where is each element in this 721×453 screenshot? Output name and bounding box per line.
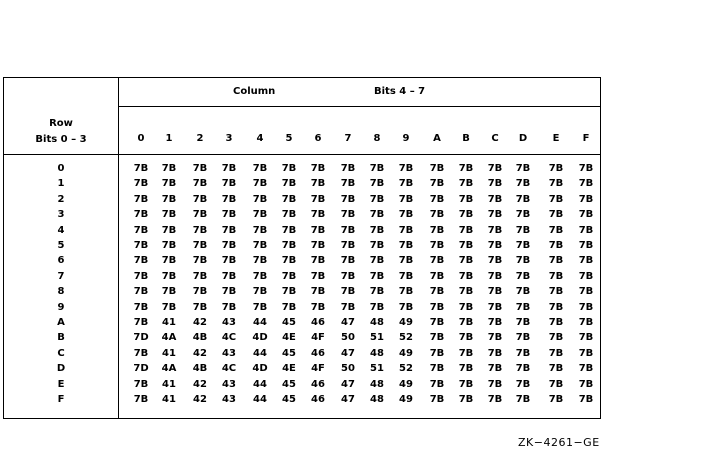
table-cell: 7B <box>578 193 594 205</box>
table-cell: 7B <box>548 209 564 221</box>
table-cell: 7B <box>340 163 356 174</box>
table-cell: 7B <box>192 193 208 205</box>
table-cell: 7B <box>252 209 268 221</box>
column-header: D <box>518 133 528 144</box>
column-header: 2 <box>196 133 204 144</box>
table-cell: 7D <box>133 332 149 344</box>
table-cell: 7B <box>398 163 414 174</box>
row-label-cell: 3 <box>57 209 65 221</box>
table-cell: 45 <box>282 347 296 359</box>
table-cell: 41 <box>162 317 176 328</box>
table-cell: 7B <box>515 378 531 390</box>
table-cell: 7B <box>515 286 531 298</box>
table-cell: 43 <box>222 394 236 405</box>
table-cell: 7B <box>221 209 237 221</box>
table-cell: 7B <box>578 394 594 405</box>
table-cell: 7D <box>133 363 149 375</box>
table-cell: 7B <box>133 270 149 282</box>
bits-column-label: Bits 4 – 7 <box>374 86 426 97</box>
table-cell: 7B <box>281 301 297 313</box>
bits-row-label: Bits 0 – 3 <box>35 134 87 145</box>
table-cell: 7B <box>281 270 297 282</box>
table-cell: 50 <box>341 363 355 375</box>
table-cell: 7B <box>429 193 445 205</box>
column-header: F <box>582 133 590 144</box>
table-cell: 7B <box>515 178 531 190</box>
table-cell: 47 <box>341 347 355 359</box>
table-cell: 7B <box>340 270 356 282</box>
table-cell: 7B <box>221 193 237 205</box>
header-divider-top <box>118 106 600 107</box>
table-cell: 7B <box>429 378 445 390</box>
table-cell: 7B <box>458 394 474 405</box>
table-cell: 7B <box>340 301 356 313</box>
table-cell: 7B <box>369 286 385 298</box>
table-cell: 7B <box>548 224 564 236</box>
table-cell: 42 <box>193 394 207 405</box>
table-cell: 52 <box>399 363 413 375</box>
table-cell: 7B <box>487 286 503 298</box>
table-cell: 7B <box>340 286 356 298</box>
table-cell: 7B <box>515 224 531 236</box>
table-cell: 7B <box>458 378 474 390</box>
table-cell: 7B <box>398 224 414 236</box>
column-header: C <box>491 133 499 144</box>
table-cell: 47 <box>341 378 355 390</box>
table-cell: 7B <box>310 255 326 267</box>
table-cell: 7B <box>429 163 445 174</box>
table-cell: 7B <box>429 332 445 344</box>
table-cell: 7B <box>458 363 474 375</box>
table-cell: 7B <box>578 332 594 344</box>
table-cell: 7B <box>221 240 237 251</box>
table-cell: 7B <box>221 224 237 236</box>
table-cell: 7B <box>281 286 297 298</box>
table-cell: 7B <box>369 193 385 205</box>
row-label-cell: 1 <box>57 178 65 190</box>
table-cell: 7B <box>578 178 594 190</box>
table-cell: 50 <box>341 332 355 344</box>
table-cell: 7B <box>281 209 297 221</box>
table-cell: 42 <box>193 317 207 328</box>
table-cell: 7B <box>398 193 414 205</box>
column-label: Column <box>233 86 276 97</box>
table-cell: 7B <box>133 347 149 359</box>
table-cell: 7B <box>192 224 208 236</box>
table-cell: 7B <box>133 224 149 236</box>
table-cell: 7B <box>398 286 414 298</box>
table-cell: 4B <box>192 332 208 344</box>
table-cell: 7B <box>161 178 177 190</box>
table-cell: 44 <box>253 347 267 359</box>
table-cell: 7B <box>458 332 474 344</box>
row-label-cell: 8 <box>57 286 65 298</box>
table-cell: 7B <box>369 255 385 267</box>
table-cell: 7B <box>487 270 503 282</box>
table-cell: 7B <box>515 270 531 282</box>
table-cell: 4B <box>192 363 208 375</box>
table-cell: 4D <box>252 363 268 375</box>
table-cell: 7B <box>515 317 531 328</box>
column-header: 5 <box>285 133 293 144</box>
row-label-cell: 6 <box>57 255 65 267</box>
table-cell: 7B <box>161 209 177 221</box>
table-cell: 7B <box>192 178 208 190</box>
table-cell: 7B <box>429 209 445 221</box>
table-cell: 47 <box>341 394 355 405</box>
row-label-cell: D <box>56 363 66 375</box>
table-cell: 7B <box>252 270 268 282</box>
table-cell: 48 <box>370 317 384 328</box>
table-cell: 7B <box>252 224 268 236</box>
table-cell: 7B <box>487 163 503 174</box>
table-cell: 7B <box>133 286 149 298</box>
table-cell: 7B <box>221 178 237 190</box>
table-cell: 7B <box>429 240 445 251</box>
table-cell: 7B <box>548 255 564 267</box>
table-cell: 7B <box>252 178 268 190</box>
table-cell: 7B <box>192 301 208 313</box>
table-cell: 7B <box>458 317 474 328</box>
table-cell: 7B <box>221 286 237 298</box>
table-cell: 7B <box>487 301 503 313</box>
table-cell: 7B <box>133 178 149 190</box>
table-cell: 7B <box>458 286 474 298</box>
table-cell: 7B <box>578 163 594 174</box>
table-cell: 4A <box>161 332 177 344</box>
row-label-cell: 9 <box>57 301 65 313</box>
table-cell: 7B <box>515 394 531 405</box>
table-cell: 7B <box>369 163 385 174</box>
table-cell: 7B <box>221 163 237 174</box>
table-cell: 7B <box>487 224 503 236</box>
table-cell: 7B <box>458 209 474 221</box>
table-cell: 7B <box>429 347 445 359</box>
table-cell: 4E <box>282 332 296 344</box>
table-cell: 7B <box>161 240 177 251</box>
table-cell: 45 <box>282 378 296 390</box>
table-cell: 7B <box>310 163 326 174</box>
table-cell: 7B <box>133 317 149 328</box>
table-cell: 7B <box>369 178 385 190</box>
table-cell: 7B <box>281 240 297 251</box>
table-cell: 7B <box>310 224 326 236</box>
table-cell: 49 <box>399 317 413 328</box>
table-cell: 7B <box>340 240 356 251</box>
table-cell: 7B <box>578 347 594 359</box>
table-cell: 7B <box>281 178 297 190</box>
table-cell: 7B <box>398 209 414 221</box>
table-cell: 7B <box>281 255 297 267</box>
row-label-cell: 5 <box>57 240 65 251</box>
column-header: 4 <box>256 133 264 144</box>
table-cell: 4F <box>311 332 325 344</box>
table-cell: 7B <box>133 301 149 313</box>
table-cell: 7B <box>398 301 414 313</box>
table-cell: 7B <box>578 270 594 282</box>
table-cell: 7B <box>458 347 474 359</box>
table-cell: 7B <box>310 193 326 205</box>
table-cell: 49 <box>399 378 413 390</box>
table-cell: 43 <box>222 378 236 390</box>
table-cell: 7B <box>310 301 326 313</box>
table-cell: 46 <box>311 378 325 390</box>
table-cell: 7B <box>578 378 594 390</box>
table-cell: 44 <box>253 317 267 328</box>
table-cell: 42 <box>193 347 207 359</box>
table-cell: 7B <box>487 193 503 205</box>
table-cell: 7B <box>161 270 177 282</box>
table-cell: 4C <box>221 363 237 375</box>
table-cell: 7B <box>487 209 503 221</box>
table-cell: 7B <box>578 255 594 267</box>
table-cell: 7B <box>192 209 208 221</box>
table-cell: 7B <box>192 240 208 251</box>
table-cell: 43 <box>222 347 236 359</box>
table-cell: 49 <box>399 394 413 405</box>
table-cell: 4D <box>252 332 268 344</box>
table-cell: 7B <box>161 255 177 267</box>
table-cell: 46 <box>311 347 325 359</box>
row-label-cell: 4 <box>57 224 65 236</box>
column-header: 6 <box>314 133 322 144</box>
table-cell: 7B <box>429 270 445 282</box>
table-cell: 7B <box>578 209 594 221</box>
table-cell: 7B <box>340 224 356 236</box>
column-header: B <box>462 133 470 144</box>
table-cell: 7B <box>192 270 208 282</box>
table-cell: 7B <box>515 301 531 313</box>
table-cell: 7B <box>458 193 474 205</box>
row-label-cell: F <box>57 394 65 405</box>
table-cell: 7B <box>515 332 531 344</box>
table-cell: 49 <box>399 347 413 359</box>
table-cell: 7B <box>548 394 564 405</box>
table-cell: 7B <box>515 255 531 267</box>
ebcdic-table <box>3 77 601 419</box>
row-label-cell: A <box>57 317 65 328</box>
table-cell: 7B <box>429 178 445 190</box>
table-cell: 7B <box>252 240 268 251</box>
table-cell: 7B <box>487 317 503 328</box>
table-cell: 7B <box>487 255 503 267</box>
table-cell: 7B <box>548 270 564 282</box>
column-header: 7 <box>344 133 352 144</box>
table-cell: 7B <box>252 255 268 267</box>
table-cell: 47 <box>341 317 355 328</box>
table-cell: 7B <box>161 301 177 313</box>
table-cell: 7B <box>161 163 177 174</box>
table-cell: 7B <box>192 286 208 298</box>
table-cell: 4A <box>161 363 177 375</box>
table-cell: 7B <box>429 224 445 236</box>
row-label-cell: 2 <box>57 193 65 205</box>
table-cell: 7B <box>429 286 445 298</box>
table-cell: 7B <box>548 163 564 174</box>
table-cell: 7B <box>310 286 326 298</box>
table-cell: 7B <box>192 255 208 267</box>
column-divider <box>118 78 119 418</box>
table-cell: 7B <box>398 240 414 251</box>
table-cell: 7B <box>369 240 385 251</box>
table-cell: 7B <box>133 240 149 251</box>
table-cell: 7B <box>221 270 237 282</box>
table-cell: 7B <box>429 394 445 405</box>
column-header: 9 <box>402 133 410 144</box>
table-cell: 41 <box>162 347 176 359</box>
table-cell: 7B <box>458 301 474 313</box>
table-cell: 45 <box>282 394 296 405</box>
table-cell: 7B <box>578 363 594 375</box>
table-cell: 7B <box>487 347 503 359</box>
row-label-cell: E <box>57 378 65 390</box>
table-cell: 7B <box>487 378 503 390</box>
column-header: 3 <box>225 133 233 144</box>
table-cell: 45 <box>282 317 296 328</box>
table-cell: 7B <box>487 240 503 251</box>
table-cell: 7B <box>221 301 237 313</box>
table-cell: 7B <box>458 240 474 251</box>
table-cell: 7B <box>458 255 474 267</box>
table-cell: 7B <box>487 394 503 405</box>
header-divider-bottom <box>4 154 600 155</box>
table-cell: 7B <box>548 363 564 375</box>
table-cell: 7B <box>429 317 445 328</box>
table-cell: 7B <box>340 255 356 267</box>
column-header: 1 <box>165 133 173 144</box>
table-cell: 7B <box>252 286 268 298</box>
table-cell: 7B <box>340 209 356 221</box>
table-cell: 7B <box>133 209 149 221</box>
table-cell: 7B <box>548 240 564 251</box>
table-cell: 7B <box>192 163 208 174</box>
column-header: E <box>552 133 560 144</box>
table-cell: 46 <box>311 394 325 405</box>
table-cell: 7B <box>548 286 564 298</box>
table-cell: 7B <box>429 363 445 375</box>
table-cell: 7B <box>487 363 503 375</box>
table-cell: 7B <box>221 255 237 267</box>
table-cell: 7B <box>578 240 594 251</box>
table-cell: 51 <box>370 332 384 344</box>
row-label-cell: B <box>57 332 65 344</box>
table-cell: 48 <box>370 378 384 390</box>
table-cell: 52 <box>399 332 413 344</box>
table-cell: 7B <box>310 178 326 190</box>
table-cell: 7B <box>487 332 503 344</box>
table-cell: 7B <box>515 347 531 359</box>
column-header: 0 <box>137 133 145 144</box>
table-cell: 7B <box>369 301 385 313</box>
row-label-cell: 7 <box>57 270 65 282</box>
column-header: 8 <box>373 133 381 144</box>
table-cell: 7B <box>398 255 414 267</box>
table-cell: 7B <box>340 178 356 190</box>
table-cell: 7B <box>133 163 149 174</box>
table-cell: 7B <box>548 347 564 359</box>
table-cell: 7B <box>515 363 531 375</box>
table-cell: 44 <box>253 378 267 390</box>
table-cell: 41 <box>162 378 176 390</box>
table-cell: 7B <box>161 286 177 298</box>
table-cell: 7B <box>578 286 594 298</box>
table-cell: 7B <box>515 209 531 221</box>
table-cell: 7B <box>458 163 474 174</box>
table-cell: 7B <box>281 163 297 174</box>
table-cell: 7B <box>515 163 531 174</box>
table-cell: 7B <box>161 193 177 205</box>
table-cell: 7B <box>281 193 297 205</box>
table-cell: 7B <box>340 193 356 205</box>
table-cell: 7B <box>548 332 564 344</box>
table-cell: 7B <box>398 178 414 190</box>
table-cell: 4C <box>221 332 237 344</box>
table-cell: 4E <box>282 363 296 375</box>
table-cell: 7B <box>310 240 326 251</box>
table-cell: 7B <box>281 224 297 236</box>
column-header: A <box>433 133 441 144</box>
table-cell: 41 <box>162 394 176 405</box>
table-cell: 7B <box>369 209 385 221</box>
table-cell: 7B <box>369 224 385 236</box>
table-cell: 4F <box>311 363 325 375</box>
table-cell: 7B <box>548 378 564 390</box>
table-cell: 7B <box>578 301 594 313</box>
table-cell: 7B <box>133 193 149 205</box>
table-cell: 7B <box>458 178 474 190</box>
row-label-cell: C <box>57 347 65 359</box>
table-cell: 7B <box>310 209 326 221</box>
table-cell: 43 <box>222 317 236 328</box>
table-cell: 7B <box>310 270 326 282</box>
table-cell: 7B <box>161 224 177 236</box>
table-cell: 7B <box>487 178 503 190</box>
table-cell: 7B <box>369 270 385 282</box>
table-cell: 7B <box>578 317 594 328</box>
row-label: Row <box>49 118 73 129</box>
table-cell: 42 <box>193 378 207 390</box>
table-cell: 7B <box>548 301 564 313</box>
table-cell: 46 <box>311 317 325 328</box>
table-cell: 7B <box>252 301 268 313</box>
table-cell: 51 <box>370 363 384 375</box>
table-cell: 48 <box>370 347 384 359</box>
table-cell: 7B <box>252 163 268 174</box>
table-cell: 7B <box>548 178 564 190</box>
table-cell: 7B <box>429 255 445 267</box>
table-cell: 7B <box>429 301 445 313</box>
figure-id: ZK−4261−GE <box>518 436 600 449</box>
table-cell: 7B <box>515 240 531 251</box>
table-cell: 44 <box>253 394 267 405</box>
table-cell: 7B <box>398 270 414 282</box>
table-cell: 7B <box>133 394 149 405</box>
table-cell: 7B <box>515 193 531 205</box>
row-label-cell: 0 <box>57 163 65 174</box>
table-cell: 7B <box>133 255 149 267</box>
table-cell: 7B <box>252 193 268 205</box>
table-cell: 7B <box>578 224 594 236</box>
table-cell: 48 <box>370 394 384 405</box>
table-cell: 7B <box>458 270 474 282</box>
table-cell: 7B <box>458 224 474 236</box>
table-cell: 7B <box>548 317 564 328</box>
table-cell: 7B <box>548 193 564 205</box>
table-cell: 7B <box>133 378 149 390</box>
